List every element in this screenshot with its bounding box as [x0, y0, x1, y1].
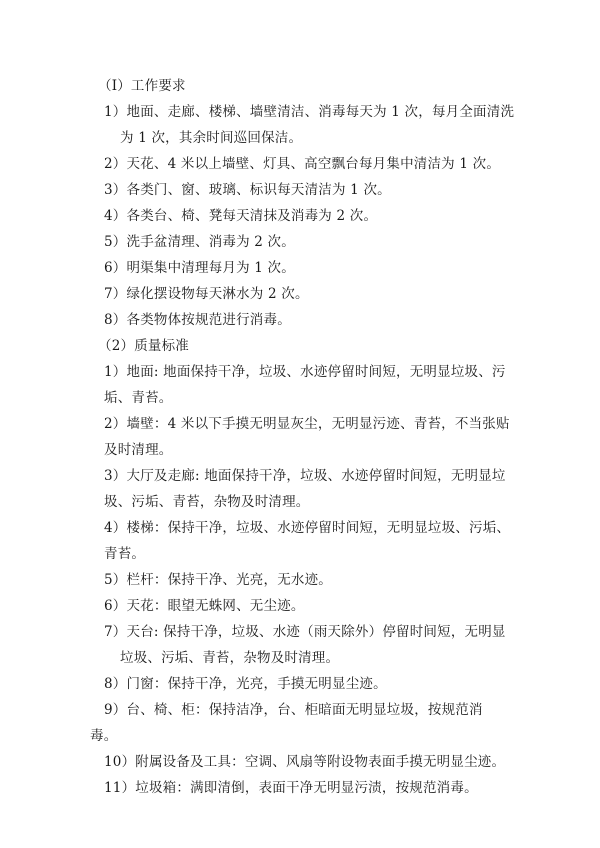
requirement-item-3: 3）各类门、窗、玻璃、标识每天清洁为 1 次。: [104, 182, 391, 198]
standard-item-6: 6）天花：眼望无蛛网、无尘迹。: [104, 598, 305, 614]
standard-item-10: 10）附属设备及工具：空调、风扇等附设物表面手摸无明显尘迹。: [104, 754, 506, 770]
section-heading-quality-standards: （2）质量标准: [98, 338, 189, 354]
standard-item-2-cont: 及时清理。: [104, 442, 173, 458]
standard-item-9-cont: 毒。: [90, 728, 118, 744]
requirement-item-6: 6）明渠集中清理每月为 1 次。: [104, 260, 295, 276]
requirement-item-7: 7）绿化摆设物每天淋水为 2 次。: [104, 286, 309, 302]
standard-item-2: 2）墙壁：4 米以下手摸无明显灰尘，无明显污迹、青苔，不当张贴: [104, 416, 510, 432]
requirement-item-2: 2）天花、4 米以上墙壁、灯具、高空飘台每月集中清洁为 1 次。: [104, 156, 501, 172]
standard-item-11: 11）垃圾箱：满即清倒，表面干净无明显污渍，按规范消毒。: [104, 780, 478, 796]
standard-item-5: 5）栏杆：保持干净、光亮，无水迹。: [104, 572, 332, 588]
standard-item-4-cont: 青苔。: [104, 546, 146, 562]
standard-item-1-cont: 垢、青苔。: [104, 390, 173, 406]
standard-item-7: 7）天台: 保持干净，垃圾、水迹（雨天除外）停留时间短，无明显: [104, 624, 506, 640]
requirement-item-1-cont: 为 1 次，其余时间巡回保洁。: [120, 130, 303, 146]
standard-item-3: 3）大厅及走廊: 地面保持干净，垃圾、水迹停留时间短，无明显垃: [104, 468, 506, 484]
standard-item-9: 9）台、椅、柜：保持洁净，台、柜暗面无明显垃圾，按规范消: [104, 702, 483, 718]
section-heading-work-requirements: （I）工作要求: [98, 78, 186, 94]
standard-item-7-cont: 垃圾、污垢、青苔，杂物及时清理。: [120, 650, 340, 666]
requirement-item-8: 8）各类物体按规范进行消毒。: [104, 312, 291, 328]
requirement-item-1: 1）地面、走廊、楼梯、墙壁清洁、消毒每天为 1 次，每月全面清洗: [104, 104, 515, 120]
requirement-item-4: 4）各类台、椅、凳每天清抹及消毒为 2 次。: [104, 208, 378, 224]
standard-item-3-cont: 圾、污垢、青苔，杂物及时清理。: [104, 494, 310, 510]
standard-item-8: 8）门窗：保持干净，光亮，手摸无明显尘迹。: [104, 676, 387, 692]
standard-item-1: 1）地面: 地面保持干净，垃圾、水迹停留时间短，无明显垃圾、污: [104, 364, 506, 380]
requirement-item-5: 5）洗手盆清理、消毒为 2 次。: [104, 234, 295, 250]
standard-item-4: 4）楼梯：保持干净，垃圾、水迹停留时间短，无明显垃圾、污垢、: [104, 520, 511, 536]
